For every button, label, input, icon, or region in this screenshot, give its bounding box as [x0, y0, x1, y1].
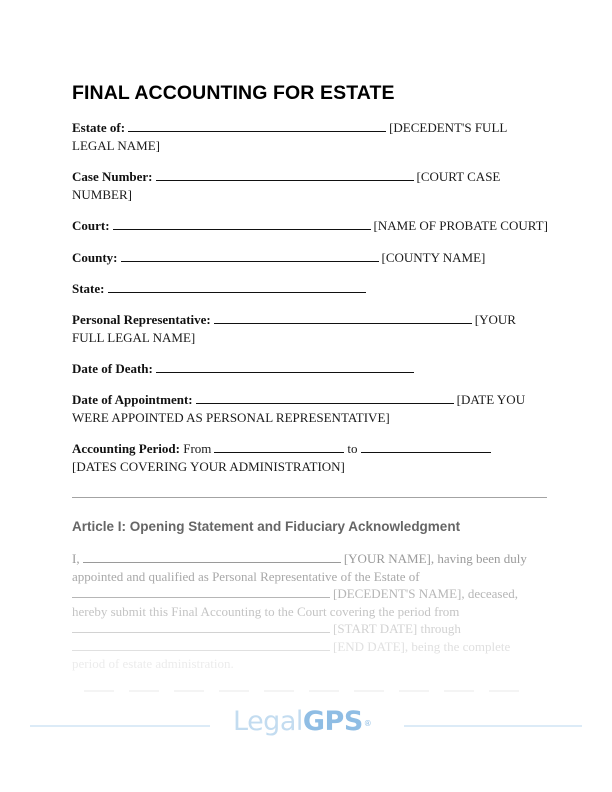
document-title: FINAL ACCOUNTING FOR ESTATE — [72, 82, 395, 104]
line-text: [DECEDENT'S NAME], deceased, — [333, 586, 519, 601]
field-label: County: — [72, 250, 118, 265]
to-text: to — [347, 441, 358, 456]
field-label: State: — [72, 281, 105, 296]
field-personal-representative — [72, 311, 548, 347]
end-date-blank[interactable] — [72, 639, 330, 651]
field-county — [72, 249, 548, 267]
field-hint-cont: WERE APPOINTED AS PERSONAL REPRESENTATIVE] — [72, 410, 390, 425]
personal-representative-blank[interactable] — [214, 312, 472, 324]
logo-text-gps: GPS — [302, 706, 363, 737]
field-hint: [YOUR — [474, 312, 516, 327]
period-start-blank[interactable] — [214, 441, 344, 453]
county-blank[interactable] — [121, 250, 379, 262]
line-text: [YOUR NAME], having been duly — [343, 551, 527, 566]
case-number-blank[interactable] — [156, 169, 414, 181]
article-paragraph — [72, 550, 548, 673]
state-blank[interactable] — [108, 281, 366, 293]
field-hint-cont: NUMBER] — [72, 187, 132, 202]
field-date-of-death — [72, 360, 548, 378]
field-label: Accounting Period: — [72, 441, 180, 456]
field-hint-cont: LEGAL NAME] — [72, 138, 160, 153]
field-hint-cont: FULL LEGAL NAME] — [72, 330, 196, 345]
faded-text-line — [84, 690, 534, 692]
field-court — [72, 217, 548, 235]
estate-of-blank[interactable] — [128, 120, 386, 132]
field-estate-of — [72, 119, 548, 155]
section-divider — [72, 497, 547, 498]
field-label: Date of Appointment: — [72, 392, 193, 407]
field-hint: [DATE YOU — [456, 392, 526, 407]
line-text: [START DATE] through — [333, 621, 461, 636]
paragraph-line — [72, 620, 548, 638]
field-label: Estate of: — [72, 120, 126, 135]
court-blank[interactable] — [113, 218, 371, 230]
field-label: Date of Death: — [72, 361, 153, 376]
paragraph-line — [72, 585, 548, 603]
footer-rule-left — [30, 725, 210, 727]
field-hint: [DECEDENT'S FULL — [389, 120, 508, 135]
registered-mark-icon: ® — [363, 719, 372, 728]
field-hint-cont: [DATES COVERING YOUR ADMINISTRATION] — [72, 459, 345, 474]
field-date-of-appointment — [72, 391, 548, 427]
line-text: [END DATE], being the complete — [333, 638, 511, 654]
legalgps-logo — [233, 706, 371, 738]
period-end-blank[interactable] — [361, 441, 491, 453]
paragraph-line: period of estate administration. — [72, 656, 234, 671]
field-case-number — [72, 168, 548, 204]
logo-text-legal: Legal — [233, 706, 303, 737]
field-label: Personal Representative: — [72, 312, 211, 327]
line-text: I, — [72, 551, 80, 566]
paragraph-line — [72, 638, 548, 656]
your-name-blank[interactable] — [83, 551, 341, 563]
paragraph-line: hereby submit this Final Accounting to the Court covering the period from — [72, 603, 460, 619]
field-hint: [COUNTY NAME] — [381, 250, 486, 265]
paragraph-line: appointed and qualified as Personal Representative of the Estate of — [72, 568, 420, 584]
start-date-blank[interactable] — [72, 621, 330, 633]
footer-rule-right — [404, 725, 582, 727]
field-label: Court: — [72, 218, 110, 233]
from-text: From — [183, 441, 212, 456]
decedent-name-blank[interactable] — [72, 586, 330, 598]
field-state — [72, 280, 548, 298]
article-heading: Article I: Opening Statement and Fiduciary Acknowledgment — [72, 519, 461, 534]
field-hint: [COURT CASE — [416, 169, 501, 184]
field-hint: [NAME OF PROBATE COURT] — [373, 218, 548, 233]
date-of-death-blank[interactable] — [156, 361, 414, 373]
date-of-appointment-blank[interactable] — [196, 392, 454, 404]
field-label: Case Number: — [72, 169, 153, 184]
paragraph-line — [72, 550, 548, 568]
field-accounting-period — [72, 440, 548, 476]
